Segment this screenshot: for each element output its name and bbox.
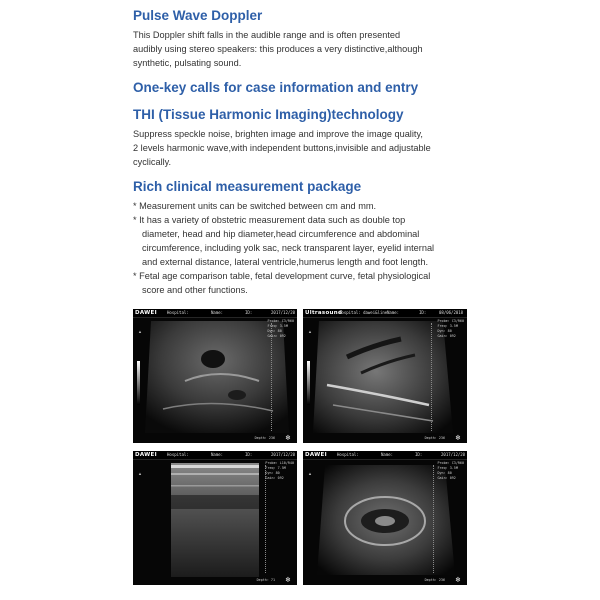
ultrasound-image-3: [133, 451, 297, 585]
scan-params: Probe: L10/R40 Freq: 7.5M Dyn: 80 Gain: 092: [265, 461, 294, 480]
depth-readout: Depth: 236: [424, 436, 445, 440]
orientation-marker: ▲: [308, 471, 312, 476]
name-field: Name:: [211, 310, 224, 315]
scan-params: Probe: C3/R60 Freq: 3.5M Dyn: 80 Gain: 092: [437, 319, 464, 338]
paragraph-line: 2 levels harmonic wave,with independent buttons,invisible and adjustable: [133, 143, 431, 153]
name-field: Name:: [211, 452, 224, 457]
freeze-icon: ❄: [285, 435, 291, 442]
bullet-item: [133, 213, 478, 269]
date-field: 2017/12/20: [271, 310, 296, 315]
section-heading: THI (Tissue Harmonic Imaging)technology: [133, 107, 404, 122]
hospital-field: Hospital: dawei&line: [339, 310, 388, 315]
hospital-field: Hospital:: [167, 310, 189, 315]
freeze-icon: ❄: [285, 577, 291, 584]
scan-params: Probe: C3/R60 Freq: 3.5M Dyn: 80 Gain: 092: [437, 461, 464, 480]
depth-scale: [431, 323, 432, 431]
grayscale-bar: [137, 361, 140, 405]
grayscale-bar: [307, 361, 310, 405]
ultrasound-image-2: [303, 309, 467, 443]
bullet-line: * It has a variety of obstetric measurement data such as double top: [133, 215, 406, 225]
paragraph-line: audibly using stereo speakers: this produces a very distinctive,although: [133, 44, 423, 54]
bullet-line: circumference, including yolk sac, neck transparent layer, eyelid internal: [142, 243, 435, 253]
orientation-marker: ▲: [308, 329, 312, 334]
id-field: ID:: [419, 310, 427, 315]
ultrasound-image-4: [303, 451, 467, 585]
paragraph-line: synthetic, pulsating sound.: [133, 58, 242, 68]
depth-scale: [271, 323, 272, 431]
date-field: 2017/12/20: [441, 452, 466, 457]
brand-logo: DAWEI: [305, 452, 327, 458]
bullet-line: * Measurement units can be switched between cm and mm.: [133, 201, 377, 211]
orientation-marker: ▲: [138, 471, 142, 476]
date-field: 2017/12/20: [271, 452, 296, 457]
depth-readout: Depth: 236: [424, 578, 445, 582]
paragraph-line: This Doppler shift falls in the audible range and is often presented: [133, 30, 401, 40]
depth-readout: Depth: 236: [254, 436, 275, 440]
bullet-line: score and other functions.: [142, 285, 248, 295]
id-field: ID:: [245, 452, 253, 457]
freeze-icon: ❄: [455, 435, 461, 442]
depth-scale: [265, 465, 266, 573]
id-field: ID:: [415, 452, 423, 457]
section-heading: Rich clinical measurement package: [133, 179, 362, 194]
orientation-marker: ▲: [138, 329, 142, 334]
paragraph-line: Suppress speckle noise, brighten image and improve the image quality,: [133, 129, 423, 139]
hospital-field: Hospital:: [167, 452, 189, 457]
id-field: ID:: [245, 310, 253, 315]
bullet-item: [133, 269, 478, 297]
brand-logo: Ultrasound: [305, 310, 343, 316]
depth-scale: [433, 465, 434, 573]
section-heading: Pulse Wave Doppler: [133, 8, 263, 23]
ultrasound-image-1: [133, 309, 297, 443]
scan-params: Probe: C3/R60 Freq: 3.5M Dyn: 80 Gain: 092: [267, 319, 294, 338]
bullet-line: and external distance, lateral ventricle,humerus length and foot length.: [142, 257, 429, 267]
section-heading: One-key calls for case information and entry: [133, 80, 419, 95]
freeze-icon: ❄: [455, 577, 461, 584]
one-key-section: [133, 80, 478, 96]
name-field: Name:: [381, 452, 394, 457]
depth-readout: Depth: 71: [256, 578, 275, 582]
date-field: 08/06/2018: [439, 310, 464, 315]
pulse-wave-doppler-section: [133, 8, 478, 70]
bullet-line: diameter, head and hip diameter,head circumference and abdominal: [142, 229, 420, 239]
name-field: Name:: [387, 310, 400, 315]
measurement-section: [133, 179, 478, 297]
thi-section: [133, 107, 478, 169]
hospital-field: Hospital:: [337, 452, 359, 457]
bullet-line: * Fetal age comparison table, fetal development curve, fetal physiological: [133, 271, 431, 281]
bullet-item: [133, 199, 478, 213]
paragraph-line: cyclically.: [133, 157, 172, 167]
brand-logo: DAWEI: [135, 310, 157, 316]
brand-logo: DAWEI: [135, 452, 157, 458]
